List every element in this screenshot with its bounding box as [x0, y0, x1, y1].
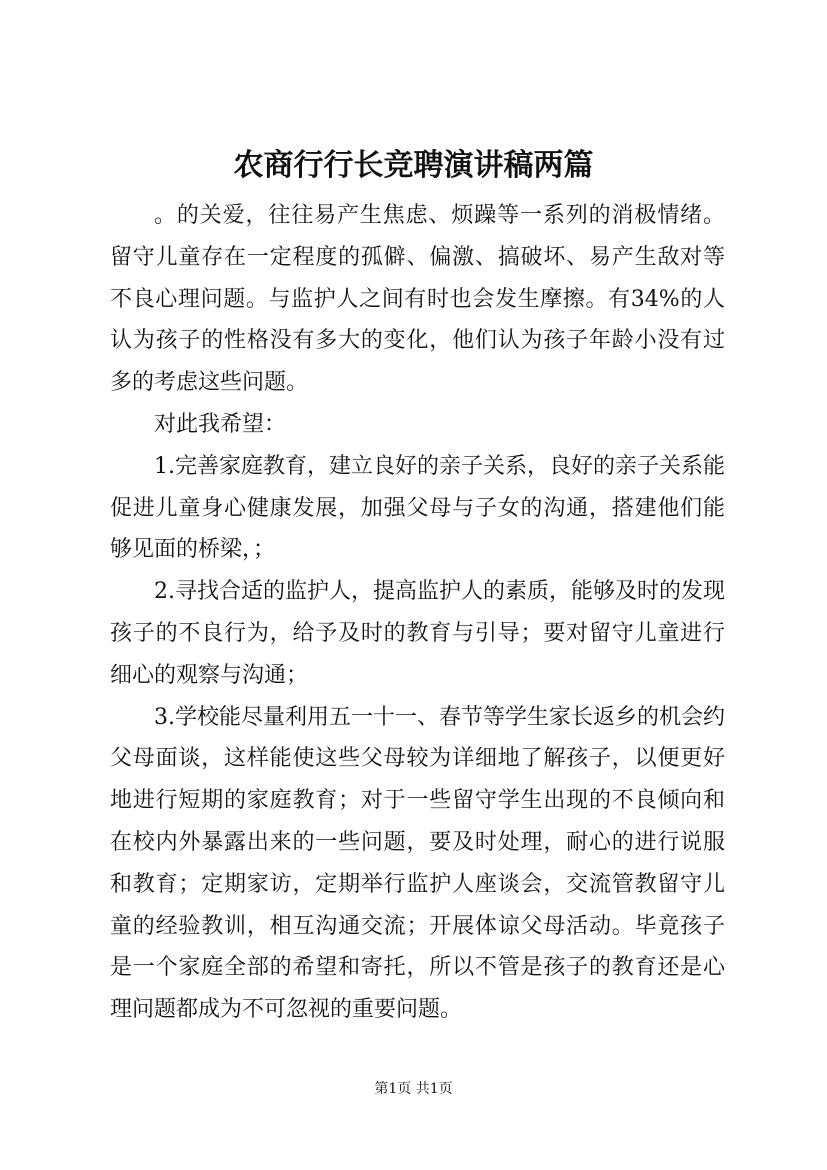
page-footer: 第1页 共1页 — [374, 1081, 453, 1097]
paragraph-3: 1.完善家庭教育，建立良好的亲子关系，良好的亲子关系能促进儿童身心健康发展，加强父母与子女的沟通，搭建他们能够见面的桥梁，； — [110, 453, 725, 563]
document-title: 农商行行长竞聘演讲稿两篇 — [233, 148, 594, 183]
paragraph-2: 对此我希望： — [154, 411, 287, 437]
document-body — [110, 195, 725, 1031]
paragraph-1: 。的关爱，往往易产生焦虑、烦躁等一系列的消极情绪。留守儿童存在一定程度的孤僻、偏激、搞破坏、易产生敌对等不良心理问题。与监护人之间有时也会发生摩擦。有34%的人认为孩子的性格没有多大的变化，他们认为孩子年龄小没有过多的考虑这些问题。 — [110, 203, 725, 396]
paragraph-4: 2.寻找合适的监护人，提高监护人的素质，能够及时的发现孩子的不良行为，给予及时的教育与引导；要对留守儿童进行细心的观察与沟通； — [110, 579, 725, 688]
paragraph-5: 3.学校能尽量利用五一十一、春节等学生家长返乡的机会约父母面谈，这样能使这些父母较为详细地了解孩子，以便更好地进行短期的家庭教育；对于一些留守学生出现的不良倾向和在校内外暴露出来的一些问题，要及时处理，耐心的进行说服和教育；定期家访，定期举行监护人座谈会，交流管教留守儿童的经验教训，相互沟通交流；开展体谅父母活动。毕竟孩子是一个家庭全部的希望和寄托，所以不管是孩子的教育还是心理问题都成为不可忽视的重要问题。 — [110, 704, 725, 1023]
